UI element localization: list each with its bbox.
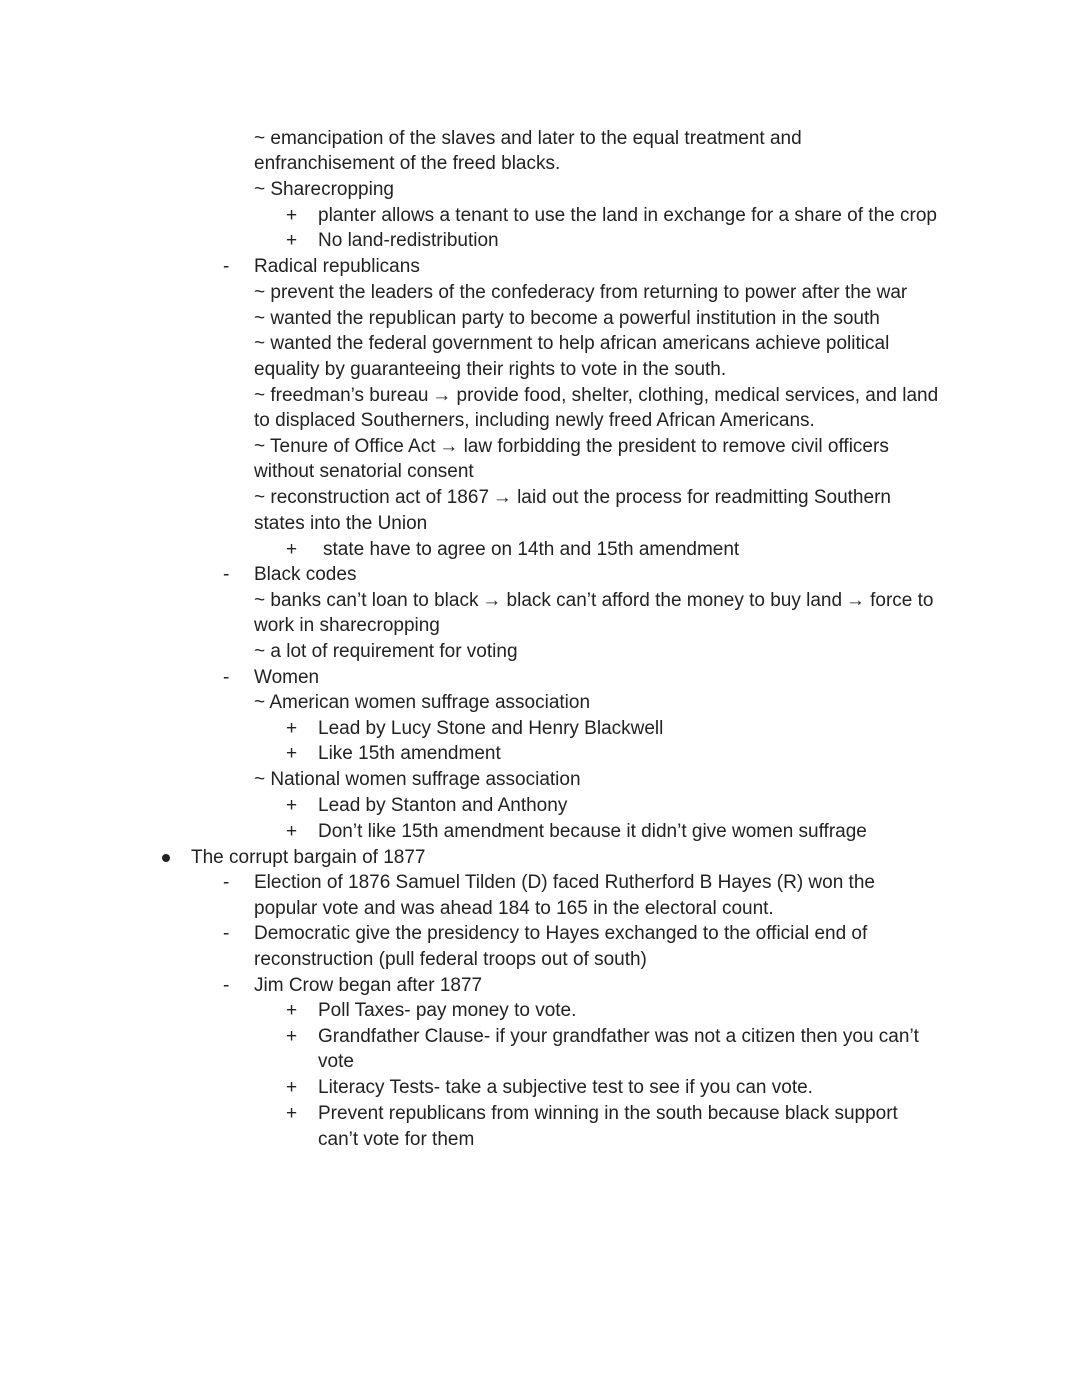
dash-marker: -	[223, 256, 230, 277]
sharecropping-point: No land-redistribution	[318, 230, 499, 251]
plus-marker: +	[286, 821, 298, 842]
plus-marker: +	[286, 795, 298, 816]
national-association: ~ National women suffrage association	[254, 769, 581, 790]
poll-taxes-point: Poll Taxes- pay money to vote.	[318, 1000, 577, 1021]
amendment-point: state have to agree on 14th and 15th amendment	[323, 539, 740, 560]
plus-marker: +	[286, 1026, 298, 1047]
radical-line: ~ Tenure of Office Act → law forbidding the president to remove civil officers	[254, 436, 889, 457]
black-codes-line: work in sharecropping	[254, 615, 440, 636]
radical-line: without senatorial consent	[254, 461, 474, 482]
jim-crow-heading: Jim Crow began after 1877	[254, 975, 483, 996]
grandfather-clause-point: Grandfather Clause- if your grandfather was not a citizen then you can’t	[318, 1026, 919, 1047]
national-point: Don’t like 15th amendment because it didn’t give women suffrage	[318, 821, 867, 842]
literacy-tests-point: Literacy Tests- take a subjective test to see if you can vote.	[318, 1077, 813, 1098]
corrupt-bargain-heading: The corrupt bargain of 1877	[191, 847, 426, 868]
plus-marker: +	[286, 718, 298, 739]
intro-line: enfranchisement of the freed blacks.	[254, 153, 561, 174]
american-point: Lead by Lucy Stone and Henry Blackwell	[318, 718, 664, 739]
dash-marker: -	[223, 564, 230, 585]
black-codes-line: ~ a lot of requirement for voting	[254, 641, 518, 662]
plus-marker: +	[286, 743, 298, 764]
election-line: Election of 1876 Samuel Tilden (D) faced Rutherford B Hayes (R) won the	[254, 872, 875, 893]
black-codes-heading: Black codes	[254, 564, 357, 585]
radical-line: ~ reconstruction act of 1867 → laid out the process for readmitting Southern	[254, 487, 891, 508]
radical-line: to displaced Southerners, including newly freed African Americans.	[254, 410, 815, 431]
plus-marker: +	[286, 1000, 298, 1021]
plus-marker: +	[286, 230, 298, 251]
plus-marker: +	[286, 1103, 298, 1124]
women-heading: Women	[254, 667, 320, 688]
radical-republicans-heading: Radical republicans	[254, 256, 420, 277]
sharecropping-line: ~ Sharecropping	[254, 179, 394, 200]
radical-line: ~ wanted the republican party to become a powerful institution in the south	[254, 308, 880, 329]
dash-marker: -	[223, 667, 230, 688]
dash-marker: -	[223, 923, 230, 944]
democratic-line: reconstruction (pull federal troops out of south)	[254, 949, 647, 970]
radical-line: ~ freedman’s bureau → provide food, shelter, clothing, medical services, and land	[254, 385, 939, 406]
american-point: Like 15th amendment	[318, 743, 501, 764]
plus-marker: +	[286, 1077, 298, 1098]
radical-line: ~ wanted the federal government to help african americans achieve political	[254, 333, 890, 354]
democratic-line: Democratic give the presidency to Hayes exchanged to the official end of	[254, 923, 868, 944]
sharecropping-point: planter allows a tenant to use the land in exchange for a share of the crop	[318, 205, 937, 226]
radical-line: states into the Union	[254, 513, 428, 534]
dash-marker: -	[223, 872, 230, 893]
radical-line: equality by guaranteeing their rights to vote in the south.	[254, 359, 727, 380]
intro-line: ~ emancipation of the slaves and later to the equal treatment and	[254, 128, 802, 149]
grandfather-clause-point: vote	[318, 1051, 354, 1072]
dash-marker: -	[223, 975, 230, 996]
prevent-republicans-point: can’t vote for them	[318, 1129, 475, 1150]
american-association: ~ American women suffrage association	[254, 692, 591, 713]
black-codes-line: ~ banks can’t loan to black → black can’t afford the money to buy land → force to	[254, 590, 934, 611]
plus-marker: +	[286, 539, 298, 560]
bullet-dot	[162, 854, 170, 862]
election-line: popular vote and was ahead 184 to 165 in the electoral count.	[254, 898, 774, 919]
prevent-republicans-point: Prevent republicans from winning in the south because black support	[318, 1103, 898, 1124]
national-point: Lead by Stanton and Anthony	[318, 795, 568, 816]
radical-line: ~ prevent the leaders of the confederacy from returning to power after the war	[254, 282, 908, 303]
plus-marker: +	[286, 205, 298, 226]
